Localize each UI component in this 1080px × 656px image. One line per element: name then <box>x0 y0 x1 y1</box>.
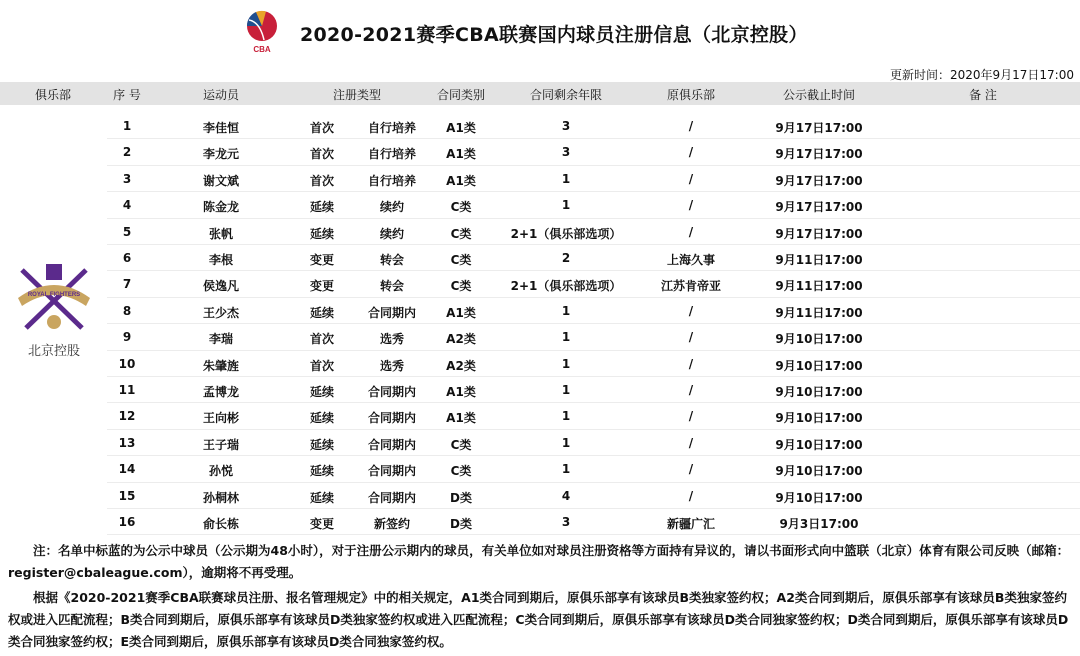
table-row <box>0 351 1080 377</box>
cell-no: 5 <box>122 224 132 239</box>
cell-deadline: 9月10日17:00 <box>775 411 863 426</box>
table-row <box>0 509 1080 535</box>
cell-contract: A2类 <box>446 332 476 347</box>
page-title: 2020-2021赛季CBA联赛国内球员注册信息（北京控股） <box>300 24 808 46</box>
cell-deadline: 9月10日17:00 <box>775 437 863 452</box>
cell-reg1: 延续 <box>309 490 335 505</box>
cell-prev: / <box>688 145 694 160</box>
cell-contract: C类 <box>450 464 472 479</box>
cell-deadline: 9月10日17:00 <box>775 464 863 479</box>
cell-prev: / <box>688 198 694 213</box>
cell-reg2: 选秀 <box>379 332 405 347</box>
cell-prev: / <box>688 171 694 186</box>
cell-prev: / <box>688 330 694 345</box>
table-row <box>0 113 1080 139</box>
cell-reg2: 合同期内 <box>367 305 417 320</box>
cell-deadline: 9月10日17:00 <box>775 385 863 399</box>
cell-years: 1 <box>561 409 571 424</box>
cell-reg1: 延续 <box>309 411 335 426</box>
table-row <box>0 139 1080 165</box>
cell-reg2: 新签约 <box>373 517 411 531</box>
cell-player: 李瑞 <box>208 332 234 347</box>
cell-reg1: 首次 <box>309 332 335 347</box>
cell-no: 7 <box>122 277 132 292</box>
svg-text:CBA: CBA <box>253 45 271 54</box>
cell-no: 16 <box>118 515 136 529</box>
cell-player: 朱肇旌 <box>202 358 240 373</box>
cell-no: 6 <box>122 251 132 265</box>
table-row <box>0 403 1080 429</box>
cell-reg2: 合同期内 <box>367 437 417 452</box>
col-reg-type: 注册类型 <box>332 88 382 102</box>
table-row <box>0 298 1080 324</box>
cell-reg2: 转会 <box>379 279 405 294</box>
cell-player: 王少杰 <box>202 305 240 320</box>
cell-reg2: 合同期内 <box>367 385 417 399</box>
table-row <box>0 456 1080 482</box>
cell-prev: / <box>688 488 694 503</box>
cell-years: 2+1（俱乐部选项） <box>510 279 622 294</box>
cell-reg1: 延续 <box>309 226 335 241</box>
cell-years: 1 <box>561 383 571 397</box>
col-remarks: 备 注 <box>969 88 997 102</box>
cell-player: 李根 <box>208 253 234 267</box>
cba-logo <box>244 10 280 54</box>
cell-reg1: 延续 <box>309 437 335 452</box>
cell-prev: / <box>688 356 694 371</box>
table-row <box>0 377 1080 403</box>
table-row <box>0 324 1080 350</box>
cell-prev: / <box>688 224 694 239</box>
cell-player: 李龙元 <box>202 147 240 162</box>
cell-no: 4 <box>122 198 132 213</box>
cell-reg2: 自行培养 <box>367 147 417 162</box>
cell-no: 1 <box>122 119 132 133</box>
cell-no: 2 <box>122 145 132 160</box>
col-contract: 合同类别 <box>436 88 486 102</box>
cell-deadline: 9月10日17:00 <box>775 332 863 347</box>
cell-reg1: 变更 <box>309 279 335 294</box>
cell-player: 侯逸凡 <box>202 279 240 294</box>
cell-years: 3 <box>561 145 571 160</box>
cell-contract: C类 <box>450 226 472 241</box>
cell-reg2: 续约 <box>379 226 405 241</box>
cell-prev: / <box>688 409 694 424</box>
cell-no: 13 <box>118 435 136 450</box>
cell-no: 10 <box>118 356 136 371</box>
cell-reg1: 延续 <box>309 385 335 399</box>
cell-player: 王向彬 <box>202 411 240 426</box>
cell-no: 9 <box>122 330 132 345</box>
table-row <box>0 219 1080 245</box>
col-player: 运动员 <box>202 88 240 102</box>
cell-prev: / <box>688 119 694 133</box>
cell-contract: A1类 <box>446 147 476 162</box>
cell-deadline: 9月11日17:00 <box>775 253 863 267</box>
update-time: 更新时间：2020年9月17日17:00 <box>889 68 1074 82</box>
table-row <box>0 271 1080 297</box>
svg-text:ROYAL FIGHTERS: ROYAL FIGHTERS <box>27 292 81 298</box>
cell-contract: C类 <box>450 200 472 215</box>
cell-deadline: 9月3日17:00 <box>779 517 859 531</box>
cell-prev: 江苏肯帝亚 <box>660 279 722 294</box>
cell-contract: A1类 <box>446 385 476 399</box>
cell-prev: 新疆广汇 <box>666 517 716 531</box>
cell-player: 谢文斌 <box>202 173 240 188</box>
cell-prev: / <box>688 435 694 450</box>
cell-player: 张帆 <box>208 226 234 241</box>
cell-reg2: 合同期内 <box>367 490 417 505</box>
cell-contract: C类 <box>450 253 472 267</box>
cell-years: 3 <box>561 515 571 529</box>
table-row <box>0 166 1080 192</box>
cell-years: 4 <box>561 488 571 503</box>
cell-contract: D类 <box>450 517 472 531</box>
col-club: 俱乐部 <box>34 88 72 102</box>
table-row <box>0 430 1080 456</box>
cell-contract: A1类 <box>446 121 476 135</box>
cell-reg1: 延续 <box>309 305 335 320</box>
cell-reg1: 延续 <box>309 200 335 215</box>
col-no: 序 号 <box>113 88 141 102</box>
cell-reg1: 首次 <box>309 358 335 373</box>
cell-no: 3 <box>122 171 132 186</box>
cell-contract: A1类 <box>446 411 476 426</box>
cell-deadline: 9月11日17:00 <box>775 305 863 320</box>
cell-contract: C类 <box>450 279 472 294</box>
cell-reg1: 变更 <box>309 253 335 267</box>
cell-deadline: 9月17日17:00 <box>775 173 863 188</box>
cell-player: 俞长栋 <box>202 517 240 531</box>
cell-years: 1 <box>561 198 571 213</box>
col-deadline: 公示截止时间 <box>782 88 856 102</box>
cell-reg2: 自行培养 <box>367 173 417 188</box>
cell-no: 14 <box>118 462 136 477</box>
cell-years: 1 <box>561 462 571 477</box>
col-years: 合同剩余年限 <box>529 88 603 102</box>
cell-reg1: 延续 <box>309 464 335 479</box>
cell-years: 1 <box>561 330 571 345</box>
cell-no: 11 <box>118 383 136 397</box>
cell-reg2: 转会 <box>379 253 405 267</box>
cell-player: 孟博龙 <box>202 385 240 399</box>
cell-reg2: 自行培养 <box>367 121 417 135</box>
notes <box>8 540 1076 656</box>
cell-years: 1 <box>561 435 571 450</box>
cell-prev: 上海久事 <box>666 253 716 267</box>
cell-deadline: 9月17日17:00 <box>775 121 863 135</box>
cell-reg2: 合同期内 <box>367 464 417 479</box>
cell-player: 李佳恒 <box>202 121 240 135</box>
cell-deadline: 9月17日17:00 <box>775 226 863 241</box>
cell-deadline: 9月11日17:00 <box>775 279 863 294</box>
table-row <box>0 245 1080 271</box>
cell-prev: / <box>688 383 694 397</box>
cell-reg1: 变更 <box>309 517 335 531</box>
cell-reg1: 首次 <box>309 147 335 162</box>
cell-reg1: 首次 <box>309 173 335 188</box>
cell-player: 陈金龙 <box>202 200 240 215</box>
cell-deadline: 9月10日17:00 <box>775 490 863 505</box>
cell-no: 8 <box>122 303 132 318</box>
cell-player: 王子瑞 <box>202 437 240 452</box>
cell-prev: / <box>688 462 694 477</box>
cell-deadline: 9月10日17:00 <box>775 358 863 373</box>
cell-reg2: 合同期内 <box>367 411 417 426</box>
cell-player: 孙悦 <box>208 464 234 479</box>
cell-reg1: 首次 <box>309 121 335 135</box>
club-name: 北京控股 <box>27 344 80 359</box>
cell-years: 1 <box>561 171 571 186</box>
cell-years: 2 <box>561 251 571 265</box>
cell-contract: A2类 <box>446 358 476 373</box>
note-regulations: 根据《2020-2021赛季CBA联赛球员注册、报名管理规定》中的相关规定，A1类合同到期后，原俱乐部享有该球员B类独家签约权；A2类合同到期后，原俱乐部享有该球员B类独家签约权或进入匹配流程；B类合同到期后，原俱乐部享有该球员D类独家签约权或进入匹配流程；C类合同到期后，原俱乐部享有该球员D类合同独家签约权；D类合同到期后，原俱乐部享有该球员D类合同独家签约权；E类合同到期后，原俱乐部享有该球员D类合同独家签约权。 <box>8 590 1069 649</box>
cell-player: 孙桐林 <box>202 490 240 505</box>
cell-no: 15 <box>118 488 136 503</box>
cell-contract: D类 <box>450 490 472 505</box>
cell-prev: / <box>688 303 694 318</box>
col-prev-club: 原俱乐部 <box>666 88 716 102</box>
cell-years: 2+1（俱乐部选项） <box>510 226 622 241</box>
cell-deadline: 9月17日17:00 <box>775 147 863 162</box>
note-public-notice: 注：名单中标蓝的为公示中球员（公示期为48小时），对于注册公示期内的球员，有关单位如对球员注册资格等方面持有异议的，请以书面形式向中篮联（北京）体育有限公司反映（邮箱：register@cbaleague.com），逾期将不再受理。 <box>8 543 1070 580</box>
table-header <box>0 82 1080 105</box>
cell-contract: C类 <box>450 437 472 452</box>
table-row <box>0 192 1080 218</box>
cell-deadline: 9月17日17:00 <box>775 200 863 215</box>
cell-contract: A1类 <box>446 305 476 320</box>
cell-years: 3 <box>561 119 571 133</box>
cell-no: 12 <box>118 409 136 424</box>
cell-years: 1 <box>561 356 571 371</box>
cell-contract: A1类 <box>446 173 476 188</box>
table-row <box>0 483 1080 509</box>
cell-reg2: 续约 <box>379 200 405 215</box>
cell-reg2: 选秀 <box>379 358 405 373</box>
cell-years: 1 <box>561 303 571 318</box>
